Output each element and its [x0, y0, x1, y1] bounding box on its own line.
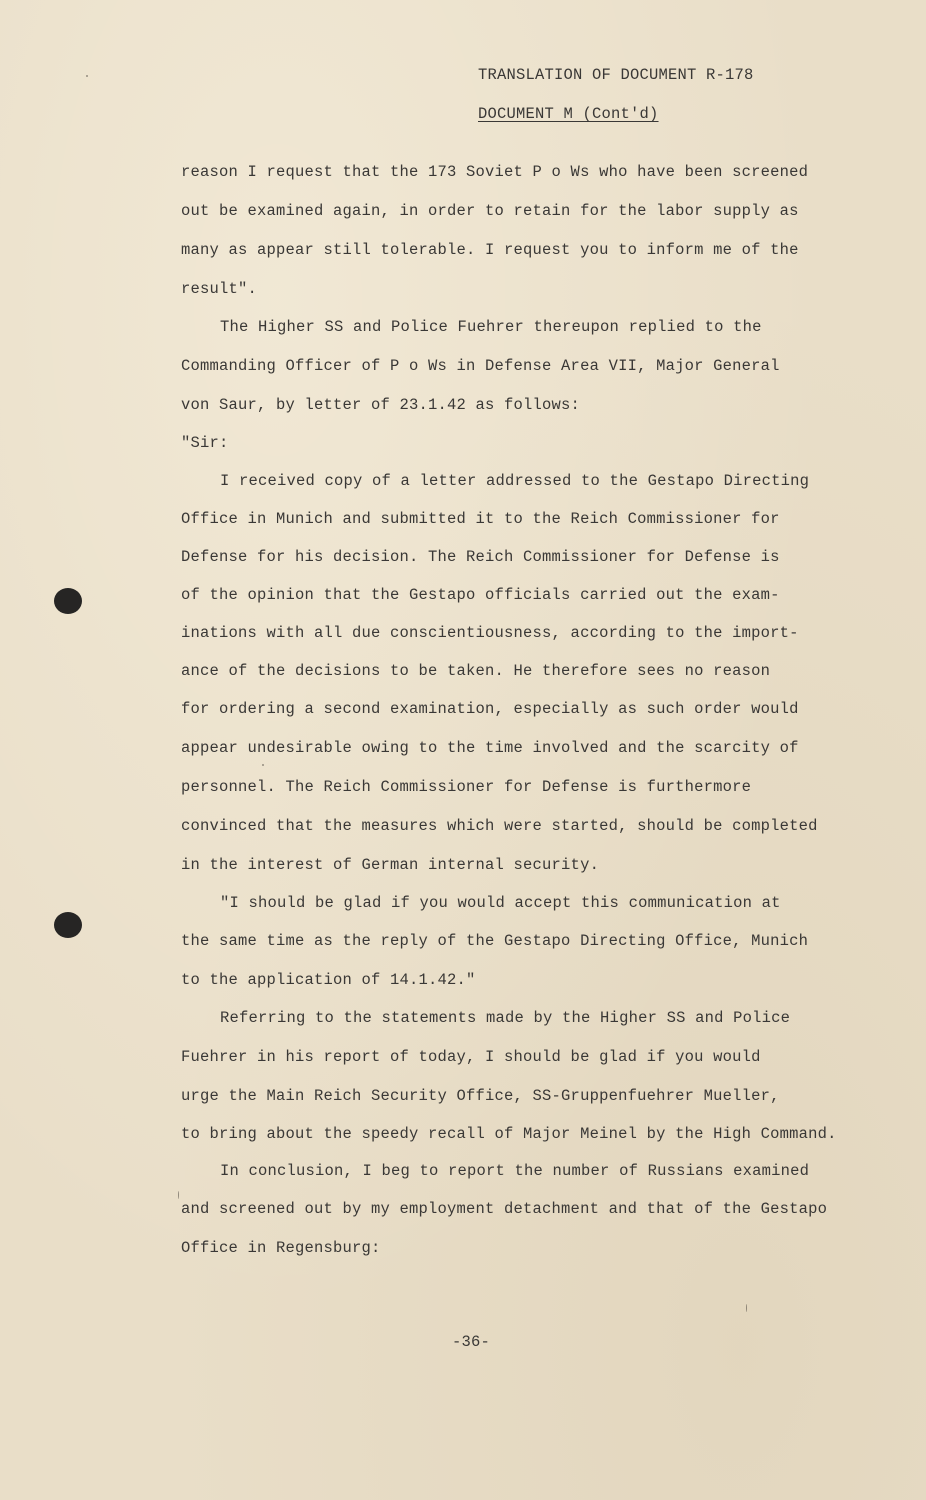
body-line: Fuehrer in his report of today, I should be glad if you would [181, 1048, 761, 1066]
document-title: TRANSLATION OF DOCUMENT R-178 [478, 66, 754, 84]
body-line: personnel. The Reich Commissioner for Defense is furthermore [181, 778, 752, 796]
body-line: von Saur, by letter of 23.1.42 as follows: [181, 396, 581, 414]
body-line: to bring about the speedy recall of Major Meinel by the High Command. [181, 1125, 837, 1143]
body-line: out be examined again, in order to retain for the labor supply as [181, 202, 799, 220]
body-line: Office in Munich and submitted it to the Reich Commissioner for [181, 510, 780, 528]
body-line: the same time as the reply of the Gestapo Directing Office, Munich [181, 932, 809, 950]
paper-speck [86, 75, 88, 77]
body-line: The Higher SS and Police Fuehrer thereupon replied to the [220, 318, 762, 336]
body-line: appear undesirable owing to the time involved and the scarcity of [181, 739, 799, 757]
body-line: in the interest of German internal security. [181, 856, 600, 874]
body-line: convinced that the measures which were started, should be completed [181, 817, 818, 835]
paper-speck [178, 1191, 179, 1199]
body-line: Referring to the statements made by the Higher SS and Police [220, 1009, 791, 1027]
body-line: for ordering a second examination, especially as such order would [181, 700, 799, 718]
page-number: -36- [452, 1333, 491, 1351]
punch-hole [54, 912, 82, 938]
body-line: Commanding Officer of P o Ws in Defense Area VII, Major General [181, 357, 780, 375]
body-line: inations with all due conscientiousness, according to the import- [181, 624, 799, 642]
body-line: In conclusion, I beg to report the number of Russians examined [220, 1162, 810, 1180]
document-subtitle: DOCUMENT M (Cont'd) [478, 105, 659, 123]
body-line: Defense for his decision. The Reich Commissioner for Defense is [181, 548, 780, 566]
body-line: reason I request that the 173 Soviet P o Ws who have been screened [181, 163, 809, 181]
body-line: of the opinion that the Gestapo officials carried out the exam- [181, 586, 780, 604]
punch-hole [54, 588, 82, 614]
body-line: I received copy of a letter addressed to the Gestapo Directing [220, 472, 810, 490]
body-line: to the application of 14.1.42." [181, 971, 476, 989]
body-line: "Sir: [181, 434, 229, 452]
body-line: urge the Main Reich Security Office, SS-Gruppenfuehrer Mueller, [181, 1087, 780, 1105]
paper-speck [746, 1304, 747, 1312]
body-line: Office in Regensburg: [181, 1239, 381, 1257]
body-line: many as appear still tolerable. I request you to inform me of the [181, 241, 799, 259]
body-line: ance of the decisions to be taken. He therefore sees no reason [181, 662, 771, 680]
body-line: result". [181, 280, 258, 298]
body-line: and screened out by my employment detachment and that of the Gestapo [181, 1200, 828, 1218]
paper-speck [262, 764, 264, 766]
body-line: "I should be glad if you would accept this communication at [220, 894, 781, 912]
